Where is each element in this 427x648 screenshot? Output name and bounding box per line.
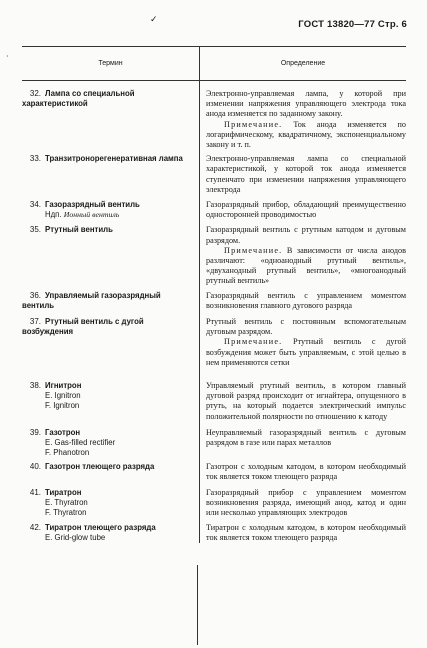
term-number: 42. <box>29 522 41 532</box>
note-label: Примечание. <box>224 337 283 347</box>
term-name: Управляемый газоразрядный вентиль <box>22 290 161 310</box>
table-row <box>22 287 406 311</box>
note <box>206 337 406 368</box>
term-foreign-equivalent: E. Gas-filled rectifier <box>45 438 116 448</box>
term-cell <box>22 81 200 151</box>
definition-cell <box>200 195 407 220</box>
table-row <box>22 311 406 368</box>
term-cell <box>22 459 200 482</box>
definition-text: Газоразрядный прибор с управлением моментом возникновения разряда, имеющий анод, катод и один или несколько управляющих электродов <box>206 487 406 518</box>
table-row <box>22 519 406 543</box>
term-name: Игнитрон <box>45 381 82 391</box>
note-label: Примечание. <box>224 245 283 255</box>
definition-text: Электронно-управляемая лампа со специальной характеристикой, у которой ток анода изменяется ступенчато при изменении напряжения управляющего электрода <box>206 154 406 194</box>
table-row <box>22 220 406 286</box>
term-cell <box>22 195 200 220</box>
term-deprecated: Ндп. Ионный вентиль <box>45 210 120 220</box>
definition-cell <box>200 459 407 482</box>
definition-text: Электронно-управляемая лампа, у которой при изменении напряжения управляющего электрода тока анода изменяется по заданному закону. <box>206 89 406 119</box>
definition-text: Газоразрядный вентиль с управлением моментом возникновения главного дугового разряда <box>206 290 406 310</box>
term-cell <box>22 150 200 195</box>
term-cell <box>22 287 200 311</box>
table-row <box>22 150 406 195</box>
note <box>206 246 406 287</box>
term-number: 36. <box>29 290 41 300</box>
definition-text: Газоразрядный вентиль с ртутным катодом и дуговым разрядом. <box>206 225 406 245</box>
definition-cell <box>200 311 407 368</box>
definition-cell <box>200 368 407 422</box>
definition-cell <box>200 482 407 519</box>
note-text: Ток анода изменяется по логарифмическому, квадратичному, экспоненциальному закону и т. п. <box>206 119 406 150</box>
note-label: Примечание. <box>224 119 283 129</box>
term-name: Ртутный вентиль <box>45 225 113 235</box>
term-cell <box>22 311 200 368</box>
col-def-header: Определение <box>200 47 407 81</box>
terms-table <box>22 46 406 543</box>
term-foreign-equivalent: E. Grid-glow tube <box>45 532 106 542</box>
term-foreign-equivalent: E. Ignitron <box>45 391 81 401</box>
note <box>206 120 406 151</box>
definition-cell <box>200 519 407 543</box>
deprecated-term: Ионный вентиль <box>63 210 120 220</box>
term-number: 32. <box>29 89 41 98</box>
table-row <box>22 195 406 220</box>
definition-cell <box>200 287 407 311</box>
definition-text: Ртутный вентиль с постоянным вспомогательным дуговым разрядом. <box>206 317 406 337</box>
term-name: Тиратрон тлеющего разряда <box>45 522 156 532</box>
term-name: Лампа со специальной характеристикой <box>22 89 135 109</box>
table-row <box>22 368 406 422</box>
term-name: Ртутный вентиль с дугой возбуждения <box>22 317 144 337</box>
term-name: Тиратрон <box>45 487 82 497</box>
table-row <box>22 459 406 482</box>
table-row <box>22 422 406 459</box>
term-number: 38. <box>29 381 41 391</box>
table-row <box>22 482 406 519</box>
term-foreign-equivalent: E. Thyratron <box>45 498 88 508</box>
page-header: ГОСТ 13820—77 Стр. 6 <box>298 19 407 30</box>
note-text: Ртутный вентиль с дугой возбуждения может быть управляемым, с этой целью в нем применяются сетки <box>206 337 406 367</box>
term-name: Транзитронорегенеративная лампа <box>45 154 183 164</box>
term-foreign-equivalent: F. Thyratron <box>45 508 87 518</box>
term-cell <box>22 519 200 543</box>
term-number: 37. <box>29 317 41 327</box>
column-divider-tail <box>197 565 198 645</box>
term-number: 39. <box>29 427 41 437</box>
table-row <box>22 81 406 151</box>
term-name: Газотрон <box>45 427 81 437</box>
definition-text: Тиратрон с холодным катодом, в котором необходимый ток является током тлеющего разряда <box>206 522 406 542</box>
term-foreign-equivalent: F. Phanotron <box>45 448 90 458</box>
term-name: Газотрон тлеющего разряда <box>45 461 155 471</box>
term-number: 33. <box>29 154 41 164</box>
col-term-header: Термин <box>22 47 200 81</box>
definition-cell <box>200 81 407 151</box>
definition-text: Газоразрядный прибор, обладающий преимущественно односторонней проводимостью <box>206 200 406 220</box>
term-cell <box>22 482 200 519</box>
definition-cell <box>200 220 407 286</box>
term-cell <box>22 368 200 422</box>
term-foreign-equivalent: F. Ignitron <box>45 401 80 411</box>
note-text: В зависимости от числа анодов различают: «одноанодный ртутный вентиль», «двуханодный ртутный вентиль», «многоанодный ртутный вентиль» <box>206 245 406 286</box>
scan-dot: · <box>6 52 9 61</box>
term-cell <box>22 220 200 286</box>
definition-cell <box>200 422 407 459</box>
term-number: 34. <box>29 200 41 210</box>
definition-text: Неуправляемый газоразрядный вентиль с дуговым разрядом в газе или парах металлов <box>206 427 406 448</box>
scan-mark: ✓ <box>150 14 158 24</box>
term-number: 40. <box>29 461 41 471</box>
definition-cell <box>200 150 407 195</box>
definition-text: Газотрон с холодным катодом, в котором необходимый ток является током тлеющего разряда <box>206 461 406 481</box>
term-name: Газоразрядный вентиль <box>45 200 140 210</box>
term-cell <box>22 422 200 459</box>
table-header-row <box>22 47 406 81</box>
definition-text: Управляемый ртутный вентиль, в котором главный дуговой разряд происходит от игнайтера, опущенного в ртуть, на который подается электрический импульс положительной полярности по отношению к катоду <box>206 381 406 421</box>
term-number: 35. <box>29 225 41 235</box>
term-number: 41. <box>29 487 41 497</box>
